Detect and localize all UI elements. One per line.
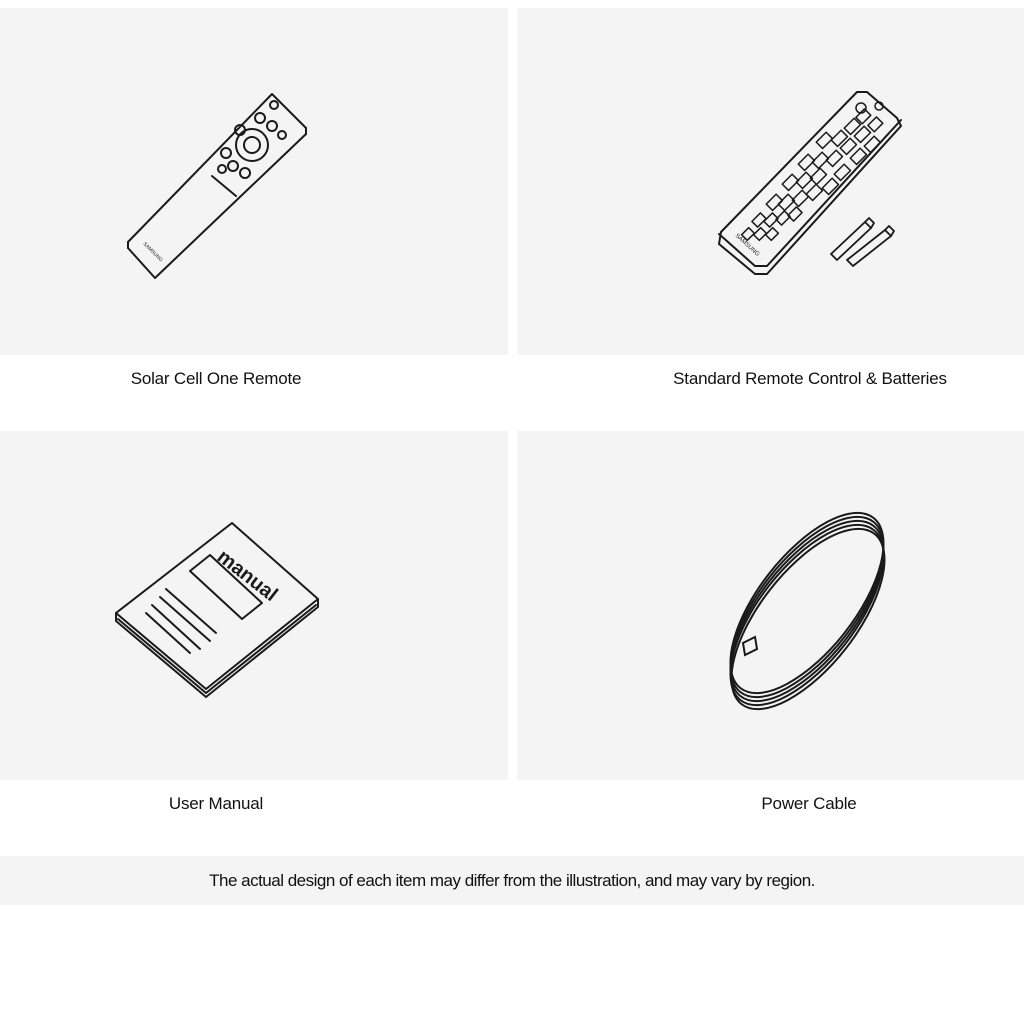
- manual-cover-text: manual: [212, 545, 282, 607]
- item-label-standard-remote: Standard Remote Control & Batteries: [673, 369, 947, 388]
- standard-remote-icon: [517, 8, 1024, 355]
- standard-remote-brand: SAMSUNG: [733, 233, 761, 258]
- power-cable-icon: [517, 431, 1024, 780]
- disclaimer-text: The actual design of each item may differ from the illustration, and may vary by region.: [209, 870, 815, 890]
- solar-remote-icon: [0, 8, 508, 355]
- manual-icon: [0, 431, 508, 780]
- item-card-user-manual: [0, 431, 508, 780]
- item-label-power-cable: Power Cable: [761, 794, 857, 813]
- item-card-standard-remote: [517, 8, 1024, 355]
- item-card-power-cable: [517, 431, 1024, 780]
- disclaimer-bar: [0, 856, 1024, 905]
- item-label-user-manual: User Manual: [168, 794, 264, 813]
- solar-remote-brand: SAMSUNG: [141, 241, 164, 264]
- item-label-solar-remote: Solar Cell One Remote: [130, 369, 302, 388]
- item-card-solar-remote: [0, 8, 508, 355]
